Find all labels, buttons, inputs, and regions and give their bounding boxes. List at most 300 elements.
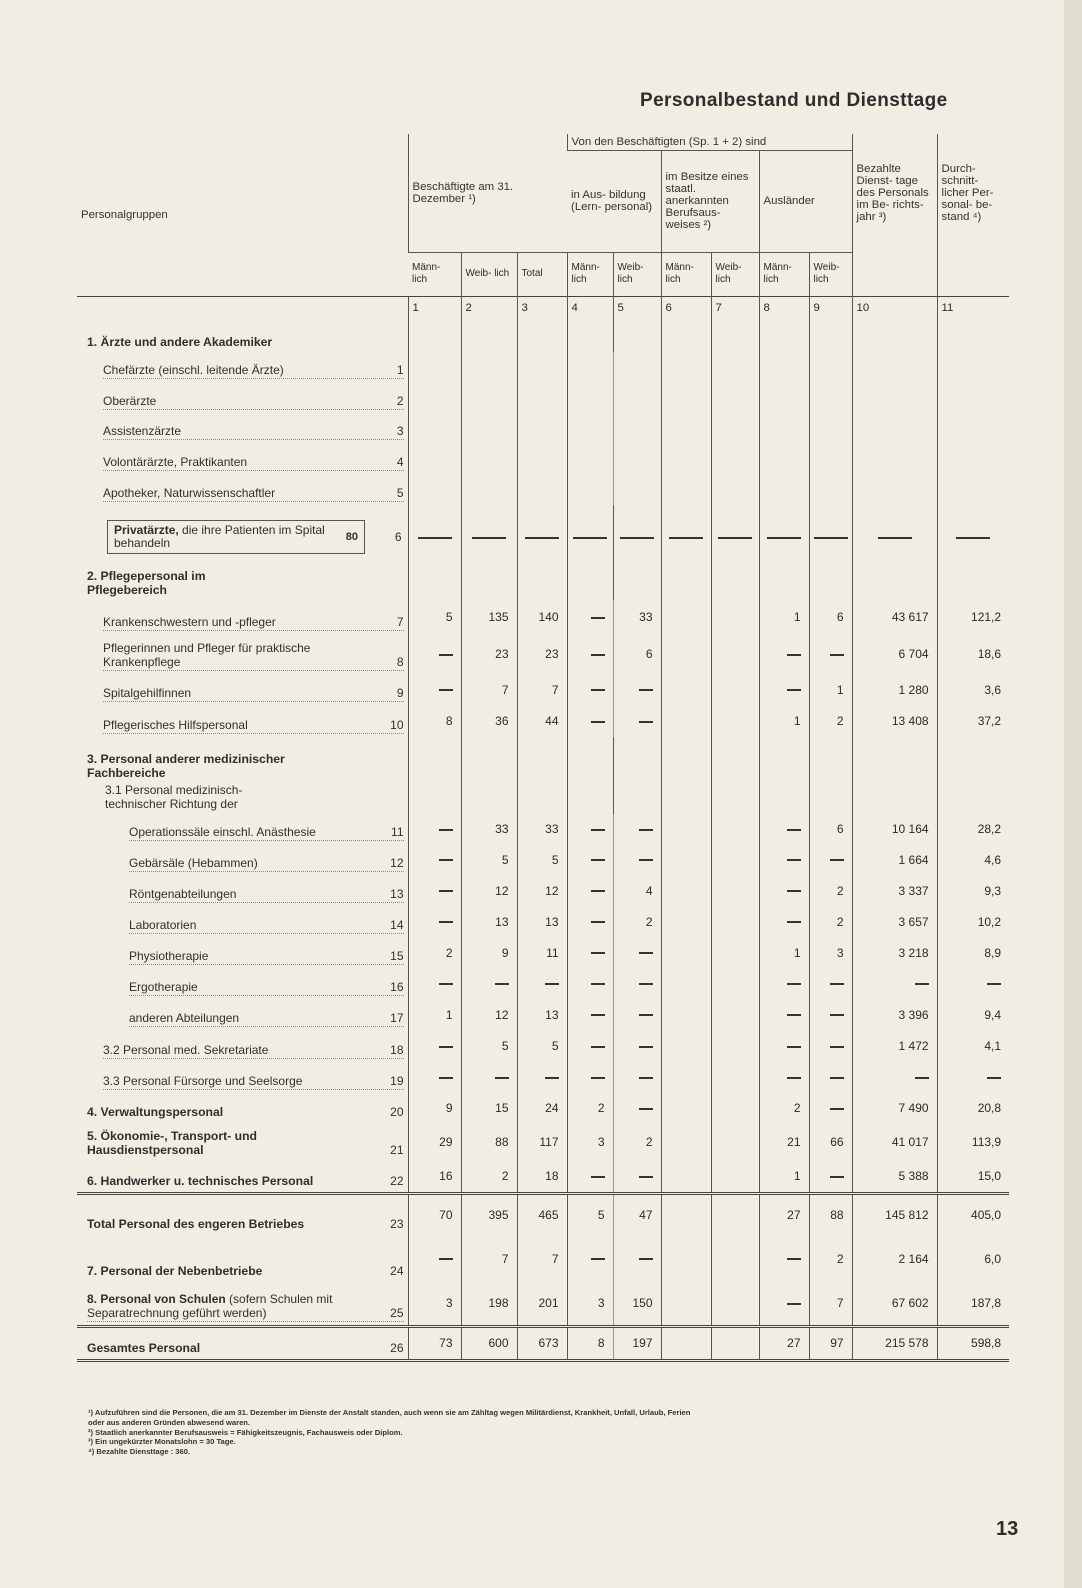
- col-number-7: 7: [711, 296, 759, 320]
- header-w-5: Weib- lich: [613, 252, 661, 296]
- empty-cell: [711, 320, 759, 352]
- dash-line-icon: [591, 983, 605, 985]
- value-cell-col-5: 47: [613, 1193, 661, 1235]
- value-cell-col-9: 6: [809, 814, 852, 844]
- dash-line-icon: [718, 537, 752, 539]
- row-number: 11: [391, 825, 404, 839]
- value-cell-col-2: 13: [461, 906, 517, 937]
- value-cell-col-7: [711, 1161, 759, 1193]
- value-cell-col-8: [759, 968, 809, 999]
- dash-line-icon: [439, 689, 453, 691]
- empty-cell: [759, 569, 809, 600]
- value-cell-col-5: [613, 1161, 661, 1193]
- empty-cell: [852, 737, 937, 783]
- dash-line-icon: [830, 1046, 844, 1048]
- value-cell-col-8: [759, 443, 809, 474]
- value-cell-col-2: 198: [461, 1282, 517, 1326]
- value-cell-col-1: 3: [408, 1282, 461, 1326]
- row-number: 1: [396, 363, 404, 377]
- value-cell-col-5: [613, 1062, 661, 1093]
- table-row: [77, 505, 1009, 569]
- value-cell-col-2: 7: [461, 674, 517, 705]
- header-beschaeftigte: Beschäftigte am 31. Dezember ¹): [408, 134, 567, 252]
- empty-cell: [613, 320, 661, 352]
- value-cell-col-1: 9: [408, 1093, 461, 1123]
- value-cell-col-4: [567, 814, 613, 844]
- private-dash-cell: [937, 505, 1009, 569]
- value-cell-col-2: 23: [461, 634, 517, 674]
- empty-cell: [567, 783, 613, 814]
- value-cell-col-4: 3: [567, 1123, 613, 1161]
- row-label: Operationssäle einschl. Anästhesie: [129, 825, 316, 839]
- value-cell-col-5: 150: [613, 1282, 661, 1326]
- value-cell-col-1: [408, 382, 461, 413]
- section-heading: 1. Ärzte und andere Akademiker: [87, 335, 273, 349]
- row-label-bold: 8. Personal von Schulen: [87, 1291, 226, 1306]
- value-cell-col-4: 2: [567, 1093, 613, 1123]
- value-cell-col-10: [852, 413, 937, 443]
- dash-line-icon: [987, 1077, 1001, 1079]
- empty-cell: [937, 783, 1009, 814]
- row-label: 3.2 Personal med. Sekretariate: [103, 1043, 269, 1057]
- table-row: [77, 906, 1009, 937]
- value-cell-col-11: 3,6: [937, 674, 1009, 705]
- value-cell-col-5: [613, 844, 661, 875]
- value-cell-col-3: [517, 474, 567, 505]
- dash-line-icon: [495, 1077, 509, 1079]
- row-label: anderen Abteilungen: [129, 1011, 240, 1025]
- value-cell-col-11: 10,2: [937, 906, 1009, 937]
- value-cell-col-9: [809, 1161, 852, 1193]
- row-number: 20: [390, 1105, 404, 1119]
- row-number: 9: [396, 686, 404, 700]
- row-number: 10: [390, 718, 404, 732]
- dash-line-icon: [591, 859, 605, 861]
- value-cell-col-9: [809, 1062, 852, 1093]
- value-cell-col-10: 7 490: [852, 1093, 937, 1123]
- private-dash-cell: [461, 505, 517, 569]
- empty-cell: [809, 783, 852, 814]
- dash-line-icon: [787, 921, 801, 923]
- dash-line-icon: [525, 537, 559, 539]
- personnel-table: [77, 134, 1009, 1362]
- value-cell-col-11: 15,0: [937, 1161, 1009, 1193]
- value-cell-col-6: [661, 600, 711, 634]
- value-cell-col-4: [567, 413, 613, 443]
- dash-line-icon: [591, 829, 605, 831]
- dash-line-icon: [956, 537, 990, 539]
- dash-line-icon: [591, 654, 605, 656]
- dash-line-icon: [639, 1077, 653, 1079]
- private-doctors-code: 80: [345, 531, 358, 543]
- table-row: [77, 1282, 1009, 1326]
- empty-cell: [408, 783, 461, 814]
- value-cell-col-8: 2: [759, 1093, 809, 1123]
- header-total-3: Total: [517, 252, 567, 296]
- table-row: [77, 320, 1009, 352]
- header-m-6: Männ- lich: [661, 252, 711, 296]
- value-cell-col-3: [517, 968, 567, 999]
- value-cell-col-4: [567, 937, 613, 968]
- dash-line-icon: [639, 1108, 653, 1110]
- value-cell-col-11: [937, 352, 1009, 382]
- value-cell-col-1: [408, 844, 461, 875]
- value-cell-col-3: 18: [517, 1161, 567, 1193]
- value-cell-col-5: 6: [613, 634, 661, 674]
- dash-line-icon: [591, 689, 605, 691]
- value-cell-col-4: [567, 382, 613, 413]
- row-label: 6. Handwerker u. technisches Personal: [87, 1173, 314, 1188]
- row-number: 13: [390, 887, 404, 901]
- value-cell-col-7: [711, 382, 759, 413]
- value-cell-col-7: [711, 443, 759, 474]
- value-cell-col-7: [711, 1193, 759, 1235]
- dash-line-icon: [787, 859, 801, 861]
- table-row: [77, 1193, 1009, 1235]
- value-cell-col-1: [408, 1062, 461, 1093]
- value-cell-col-10: [852, 474, 937, 505]
- value-cell-col-9: 3: [809, 937, 852, 968]
- value-cell-col-1: [408, 875, 461, 906]
- header-w-9: Weib- lich: [809, 252, 852, 296]
- empty-cell: [408, 569, 461, 600]
- value-cell-col-3: 44: [517, 705, 567, 737]
- value-cell-col-8: [759, 814, 809, 844]
- table-row: [77, 844, 1009, 875]
- value-cell-col-5: 2: [613, 906, 661, 937]
- value-cell-col-8: [759, 999, 809, 1030]
- value-cell-col-7: [711, 705, 759, 737]
- table-row: [77, 674, 1009, 705]
- empty-cell: [759, 783, 809, 814]
- row-number: 6: [394, 530, 402, 544]
- value-cell-col-11: 18,6: [937, 634, 1009, 674]
- value-cell-col-10: 67 602: [852, 1282, 937, 1326]
- value-cell-col-1: 70: [408, 1193, 461, 1235]
- value-cell-col-6: [661, 906, 711, 937]
- value-cell-col-9: [809, 382, 852, 413]
- dash-line-icon: [639, 952, 653, 954]
- value-cell-col-3: 24: [517, 1093, 567, 1123]
- dash-line-icon: [439, 829, 453, 831]
- value-cell-col-8: 21: [759, 1123, 809, 1161]
- value-cell-col-8: [759, 634, 809, 674]
- value-cell-col-10: 3 657: [852, 906, 937, 937]
- row-label: 7. Personal der Nebenbetriebe: [87, 1264, 263, 1278]
- row-number: 17: [390, 1011, 404, 1025]
- dash-line-icon: [787, 1046, 801, 1048]
- dash-line-icon: [591, 617, 605, 619]
- value-cell-col-8: [759, 674, 809, 705]
- row-label: Volontärärzte, Praktikanten: [103, 455, 248, 469]
- row-label: Total Personal des engeren Betriebes: [87, 1217, 305, 1231]
- value-cell-col-7: [711, 999, 759, 1030]
- page-title: Personalbestand und Diensttage: [640, 90, 948, 111]
- value-cell-col-10: [852, 352, 937, 382]
- value-cell-col-6: [661, 413, 711, 443]
- row-label: Assistenzärzte: [103, 424, 182, 438]
- value-cell-col-3: [517, 443, 567, 474]
- value-cell-col-7: [711, 937, 759, 968]
- dash-line-icon: [787, 983, 801, 985]
- value-cell-col-2: 33: [461, 814, 517, 844]
- row-label: Ergotherapie: [129, 980, 198, 994]
- table-row: [77, 737, 1009, 783]
- col-number-4: 4: [567, 296, 613, 320]
- dash-line-icon: [915, 1077, 929, 1079]
- value-cell-col-1: [408, 1030, 461, 1062]
- dash-line-icon: [639, 859, 653, 861]
- row-label: Gebärsäle (Hebammen): [129, 856, 258, 870]
- table-row: [77, 814, 1009, 844]
- value-cell-col-3: 465: [517, 1193, 567, 1235]
- value-cell-col-11: 113,9: [937, 1123, 1009, 1161]
- value-cell-col-4: [567, 1235, 613, 1282]
- dash-line-icon: [878, 537, 912, 539]
- value-cell-col-10: 1 280: [852, 674, 937, 705]
- value-cell-col-1: 16: [408, 1161, 461, 1193]
- value-cell-col-6: [661, 1193, 711, 1235]
- empty-cell: [408, 737, 461, 783]
- value-cell-col-9: [809, 413, 852, 443]
- value-cell-col-4: [567, 999, 613, 1030]
- value-cell-col-8: [759, 844, 809, 875]
- table-row: [77, 474, 1009, 505]
- col-number-label-cell: [77, 296, 408, 320]
- table-row: [77, 968, 1009, 999]
- value-cell-col-11: [937, 443, 1009, 474]
- dash-line-icon: [787, 1014, 801, 1016]
- row-number: 8: [396, 655, 404, 669]
- table-row: [77, 1326, 1009, 1360]
- dash-line-icon: [787, 654, 801, 656]
- value-cell-col-11: 4,1: [937, 1030, 1009, 1062]
- value-cell-col-11: 187,8: [937, 1282, 1009, 1326]
- empty-cell: [852, 569, 937, 600]
- row-number: 26: [390, 1340, 404, 1355]
- value-cell-col-9: [809, 1093, 852, 1123]
- value-cell-col-3: 673: [517, 1326, 567, 1360]
- header-im-besitze: im Besitze eines staatl. anerkannten Berufsaus- weises ²): [661, 150, 759, 252]
- value-cell-col-5: [613, 382, 661, 413]
- value-cell-col-5: [613, 413, 661, 443]
- value-cell-col-4: [567, 844, 613, 875]
- empty-cell: [661, 320, 711, 352]
- table-row: [77, 569, 1009, 600]
- value-cell-col-2: 5: [461, 1030, 517, 1062]
- row-number: 12: [390, 856, 404, 870]
- value-cell-col-6: [661, 705, 711, 737]
- value-cell-col-4: [567, 443, 613, 474]
- empty-cell: [517, 783, 567, 814]
- header-auslaender: Ausländer: [759, 150, 852, 252]
- dash-line-icon: [639, 721, 653, 723]
- footnote-1: ¹) Aufzuführen sind die Personen, die am 31. Dezember im Dienste der Anstalt standen, auch wenn sie am Zähltag wegen Militärdienst, Krankheit, Unfall, Urlaub, Ferien: [88, 1408, 691, 1417]
- value-cell-col-2: 7: [461, 1235, 517, 1282]
- value-cell-col-5: [613, 674, 661, 705]
- value-cell-col-7: [711, 1326, 759, 1360]
- value-cell-col-6: [661, 1161, 711, 1193]
- value-cell-col-2: 36: [461, 705, 517, 737]
- value-cell-col-5: [613, 968, 661, 999]
- header-blank-11: [937, 252, 1009, 296]
- value-cell-col-1: [408, 352, 461, 382]
- empty-cell: [517, 737, 567, 783]
- dash-line-icon: [472, 537, 506, 539]
- value-cell-col-7: [711, 474, 759, 505]
- value-cell-col-6: [661, 937, 711, 968]
- value-cell-col-1: 73: [408, 1326, 461, 1360]
- col-number-9: 9: [809, 296, 852, 320]
- value-cell-col-4: [567, 1062, 613, 1093]
- dash-line-icon: [830, 654, 844, 656]
- table-row: [77, 1030, 1009, 1062]
- row-label: Krankenschwestern und -pfleger: [103, 615, 276, 629]
- row-number: 25: [390, 1305, 404, 1320]
- value-cell-col-4: [567, 875, 613, 906]
- value-cell-col-1: 8: [408, 705, 461, 737]
- value-cell-col-3: 23: [517, 634, 567, 674]
- value-cell-col-3: 11: [517, 937, 567, 968]
- dash-line-icon: [639, 1046, 653, 1048]
- value-cell-col-4: [567, 634, 613, 674]
- value-cell-col-3: 12: [517, 875, 567, 906]
- value-cell-col-4: [567, 600, 613, 634]
- dash-line-icon: [439, 921, 453, 923]
- private-dash-cell: [809, 505, 852, 569]
- value-cell-col-10: 43 617: [852, 600, 937, 634]
- value-cell-col-7: [711, 352, 759, 382]
- value-cell-col-1: [408, 474, 461, 505]
- empty-cell: [567, 320, 613, 352]
- value-cell-col-3: 33: [517, 814, 567, 844]
- value-cell-col-6: [661, 1062, 711, 1093]
- value-cell-col-3: 5: [517, 844, 567, 875]
- value-cell-col-5: [613, 352, 661, 382]
- value-cell-col-2: [461, 382, 517, 413]
- footnote-2: ²) Staatlich anerkannter Berufsausweis = Fähigkeitszeugnis, Fachausweis oder Diplom.: [88, 1427, 403, 1437]
- dash-line-icon: [639, 1014, 653, 1016]
- value-cell-col-8: 27: [759, 1326, 809, 1360]
- value-cell-col-11: [937, 1062, 1009, 1093]
- empty-cell: [517, 569, 567, 600]
- value-cell-col-6: [661, 844, 711, 875]
- value-cell-col-8: 1: [759, 937, 809, 968]
- value-cell-col-4: [567, 674, 613, 705]
- value-cell-col-8: 1: [759, 1161, 809, 1193]
- dash-line-icon: [639, 1258, 653, 1260]
- dash-line-icon: [830, 859, 844, 861]
- value-cell-col-2: 12: [461, 875, 517, 906]
- row-number: 3: [396, 424, 404, 438]
- table-row: [77, 1161, 1009, 1193]
- value-cell-col-8: [759, 1235, 809, 1282]
- dash-line-icon: [495, 983, 509, 985]
- value-cell-col-2: [461, 968, 517, 999]
- value-cell-col-11: 20,8: [937, 1093, 1009, 1123]
- dash-line-icon: [591, 1176, 605, 1178]
- empty-cell: [613, 569, 661, 600]
- header-bezahlte-diensttage: Bezahlte Dienst- tage des Personals im Be- richts- jahr ³): [852, 134, 937, 252]
- table-row: [77, 413, 1009, 443]
- value-cell-col-9: [809, 1030, 852, 1062]
- value-cell-col-6: [661, 443, 711, 474]
- dash-line-icon: [915, 983, 929, 985]
- value-cell-col-11: 4,6: [937, 844, 1009, 875]
- value-cell-col-4: [567, 906, 613, 937]
- value-cell-col-11: 6,0: [937, 1235, 1009, 1282]
- col-number-5: 5: [613, 296, 661, 320]
- value-cell-col-3: [517, 352, 567, 382]
- dash-line-icon: [787, 1258, 801, 1260]
- value-cell-col-9: 2: [809, 1235, 852, 1282]
- value-cell-col-10: 1 472: [852, 1030, 937, 1062]
- header-durchschnitt: Durch- schnitt- licher Per- sonal- be- stand ⁴): [937, 134, 1009, 252]
- dash-line-icon: [591, 890, 605, 892]
- value-cell-col-6: [661, 875, 711, 906]
- value-cell-col-8: [759, 875, 809, 906]
- row-number: 21: [390, 1143, 404, 1157]
- row-number: 4: [396, 455, 404, 469]
- dash-line-icon: [591, 1014, 605, 1016]
- empty-cell: [461, 737, 517, 783]
- dash-line-icon: [787, 1077, 801, 1079]
- row-number: 15: [390, 949, 404, 963]
- row-label: Physiotherapie: [129, 949, 209, 963]
- value-cell-col-6: [661, 352, 711, 382]
- dash-line-icon: [545, 1077, 559, 1079]
- value-cell-col-8: 1: [759, 705, 809, 737]
- private-dash-cell: [567, 505, 613, 569]
- table-row: [77, 600, 1009, 634]
- value-cell-col-3: [517, 413, 567, 443]
- value-cell-col-8: [759, 1062, 809, 1093]
- dash-line-icon: [830, 1014, 844, 1016]
- private-dash-cell: [408, 505, 461, 569]
- value-cell-col-11: 8,9: [937, 937, 1009, 968]
- value-cell-col-3: 13: [517, 999, 567, 1030]
- value-cell-col-2: 88: [461, 1123, 517, 1161]
- value-cell-col-8: [759, 1282, 809, 1326]
- value-cell-col-5: 197: [613, 1326, 661, 1360]
- dash-line-icon: [439, 859, 453, 861]
- value-cell-col-11: 9,3: [937, 875, 1009, 906]
- subsection-heading: 3.1 Personal medizinisch-technischer Richtung der: [105, 783, 243, 811]
- dash-line-icon: [814, 537, 848, 539]
- page-edge: [1064, 0, 1082, 1588]
- page-number: 13: [996, 1518, 1019, 1540]
- value-cell-col-7: [711, 1062, 759, 1093]
- dash-line-icon: [767, 537, 801, 539]
- col-number-11: 11: [937, 296, 1009, 320]
- table-row: [77, 1062, 1009, 1093]
- private-dash-cell: [517, 505, 567, 569]
- value-cell-col-5: [613, 474, 661, 505]
- value-cell-col-9: 2: [809, 875, 852, 906]
- value-cell-col-2: [461, 1062, 517, 1093]
- dash-line-icon: [591, 721, 605, 723]
- col-number-8: 8: [759, 296, 809, 320]
- value-cell-col-1: [408, 968, 461, 999]
- value-cell-col-9: [809, 844, 852, 875]
- value-cell-col-5: [613, 705, 661, 737]
- empty-cell: [408, 320, 461, 352]
- empty-cell: [759, 737, 809, 783]
- empty-cell: [613, 783, 661, 814]
- value-cell-col-9: [809, 443, 852, 474]
- empty-cell: [937, 569, 1009, 600]
- value-cell-col-10: 10 164: [852, 814, 937, 844]
